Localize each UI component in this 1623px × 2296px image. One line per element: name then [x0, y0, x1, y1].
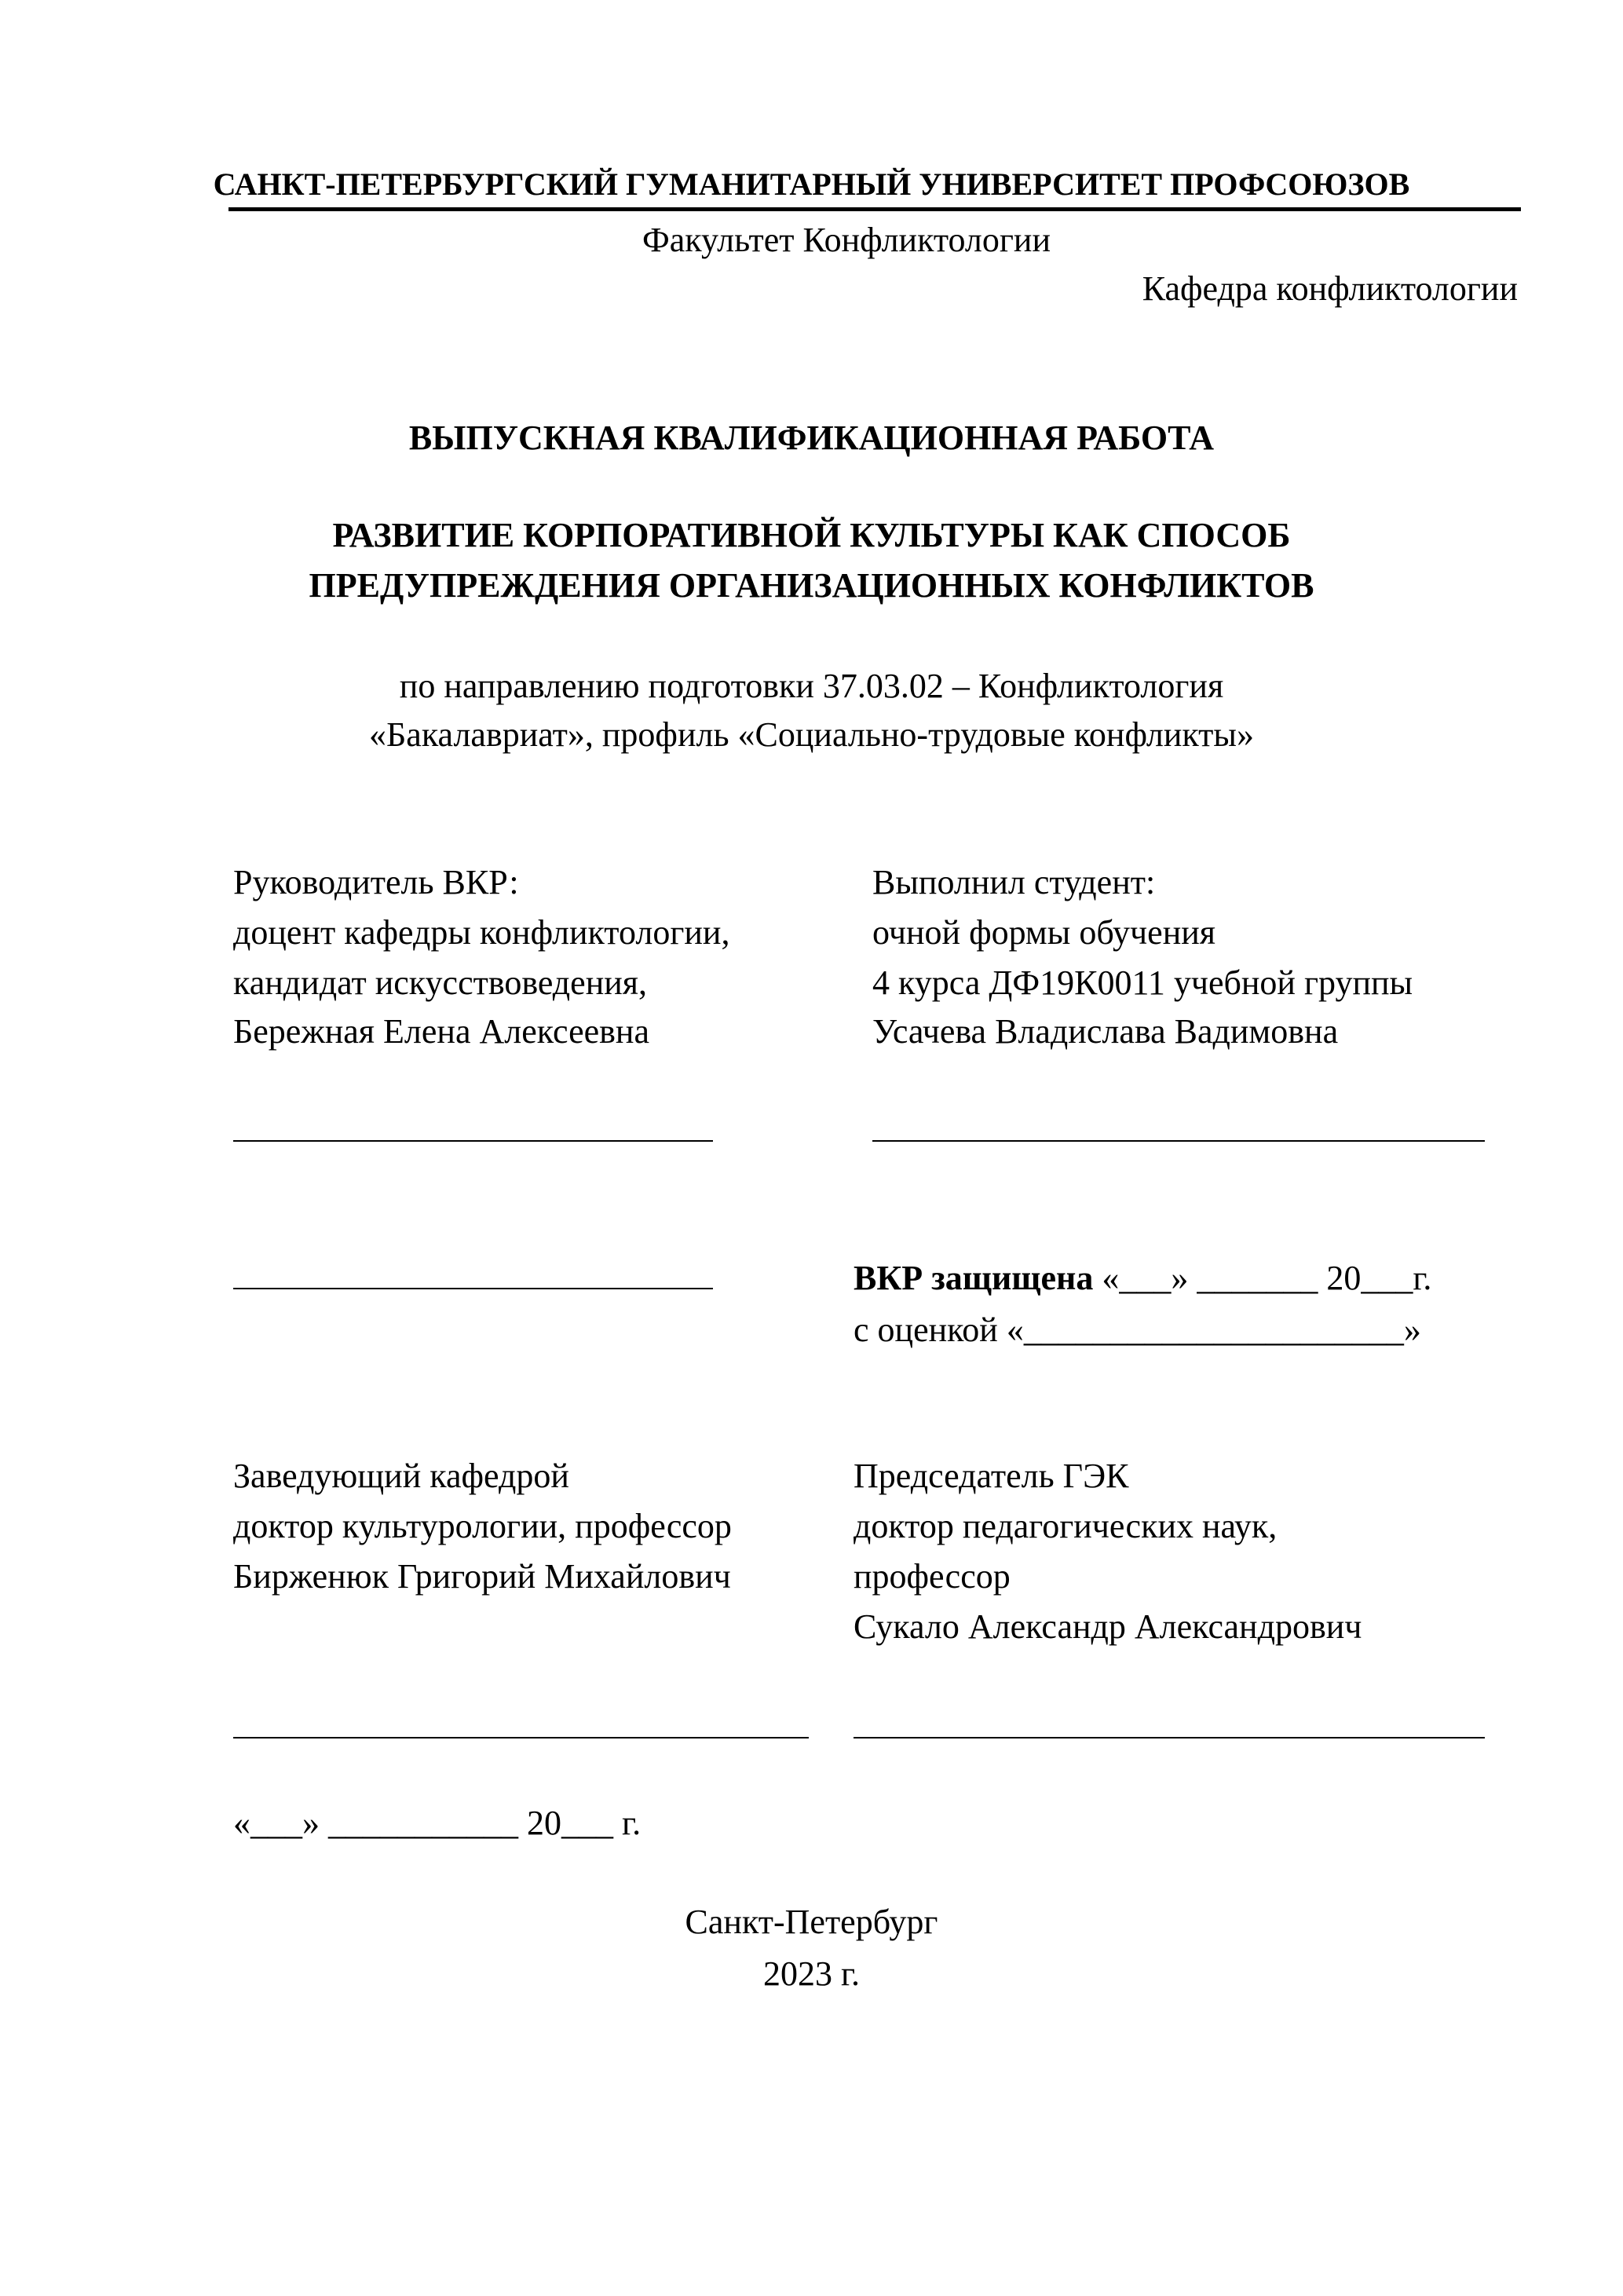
student-line: очной формы обучения: [872, 913, 1216, 952]
chair-line: профессор: [854, 1557, 1011, 1596]
chair-name: Сукало Александр Александрович: [854, 1607, 1362, 1646]
student-name: Усачева Владислава Вадимовна: [872, 1012, 1339, 1051]
defense-date: «___» _______ 20___г.: [1102, 1259, 1432, 1297]
supervisor-line: кандидат искусствоведения,: [233, 963, 648, 1002]
chair-line: доктор педагогических наук,: [854, 1507, 1278, 1545]
defense-status: [854, 1261, 1431, 1296]
direction-line-2: «Бакалавриат», профиль «Социально-трудовые конфликты»: [369, 715, 1254, 754]
header-rule: [228, 207, 1521, 211]
supervisor-name: Бережная Елена Алексеевна: [233, 1012, 649, 1051]
city: Санкт-Петербург: [685, 1903, 938, 1941]
department-name: Кафедра конфликтологии: [1142, 269, 1518, 308]
student-signature-line: [872, 1140, 1485, 1142]
title-line-2: ПРЕДУПРЕЖДЕНИЯ ОРГАНИЗАЦИОННЫХ КОНФЛИКТОВ: [309, 566, 1314, 605]
supervisor-line: Руководитель ВКР:: [233, 863, 519, 901]
chair-line: Председатель ГЭК: [854, 1457, 1129, 1495]
year: 2023 г.: [762, 1954, 861, 1993]
faculty-name: Факультет Конфликтологии: [642, 221, 1051, 259]
defense-label: ВКР защищена: [854, 1259, 1094, 1297]
university-name: САНКТ-ПЕТЕРБУРГСКИЙ ГУМАНИТАРНЫЙ УНИВЕРСИТЕТ ПРОФСОЮЗОВ: [213, 166, 1410, 202]
supervisor-signature-line: [233, 1140, 713, 1142]
chair-signature-line: [854, 1737, 1485, 1738]
grade-signature-line: [233, 1288, 713, 1289]
student-line: 4 курса ДФ19К0011 учебной группы: [872, 963, 1413, 1002]
work-type: ВЫПУСКНАЯ КВАЛИФИКАЦИОННАЯ РАБОТА: [408, 419, 1215, 457]
direction-line-1: по направлению подготовки 37.03.02 – Конфликтология: [399, 667, 1224, 705]
head-name: Бирженюк Григорий Михайлович: [233, 1557, 731, 1596]
head-line: доктор культурологии, профессор: [233, 1507, 732, 1545]
head-signature-line: [233, 1737, 809, 1738]
student-line: Выполнил студент:: [872, 863, 1156, 901]
supervisor-line: доцент кафедры конфликтологии,: [233, 913, 730, 952]
approval-date: «___» ___________ 20___ г.: [233, 1804, 642, 1842]
title-line-1: РАЗВИТИЕ КОРПОРАТИВНОЙ КУЛЬТУРЫ КАК СПОСОБ: [332, 516, 1291, 554]
head-line: Заведующий кафедрой: [233, 1457, 569, 1495]
defense-grade: с оценкой «______________________»: [854, 1311, 1421, 1349]
